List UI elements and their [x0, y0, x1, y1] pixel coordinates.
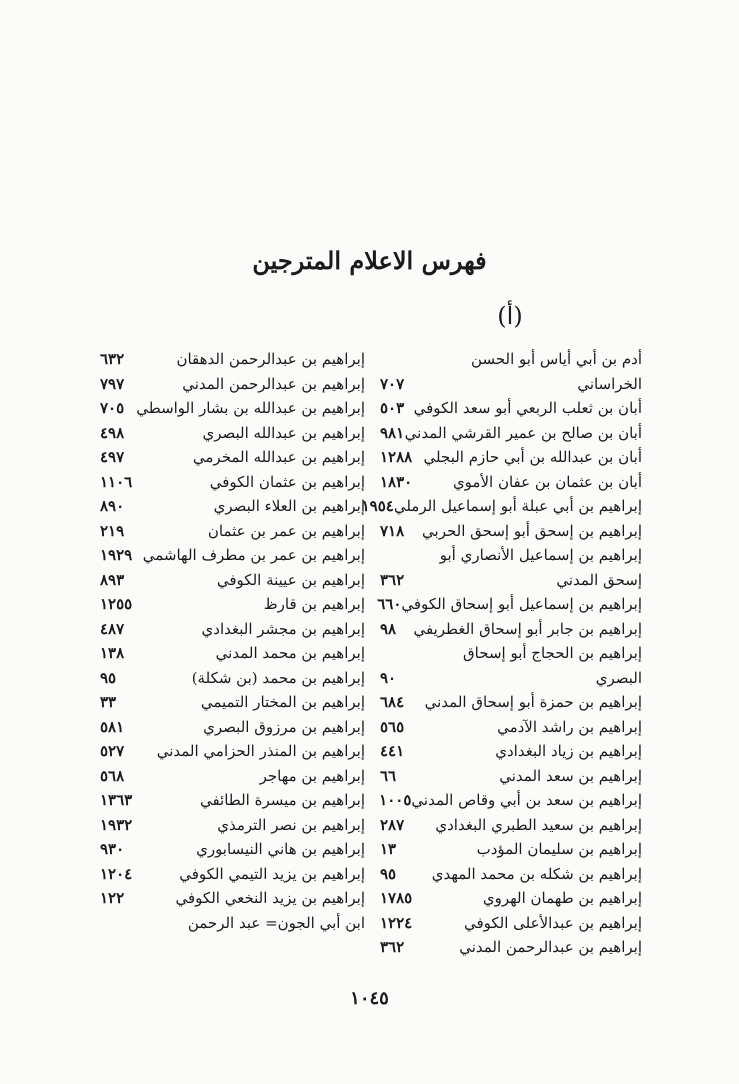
- index-entry: [100, 571, 365, 596]
- index-entry: [380, 914, 642, 939]
- page-number: ١٠٤٥: [350, 988, 389, 1009]
- entry-number: ٩٥: [100, 668, 117, 687]
- entry-name: إبراهيم بن المنذر الحزامي المدني: [156, 742, 365, 760]
- entry-number: ٩٣٠: [100, 840, 125, 858]
- entry-number: ١٢٥٥: [100, 595, 133, 613]
- entry-name: إبراهيم بن طهمان الهروي: [482, 889, 642, 907]
- entry-name: إبراهيم بن محمد المدني: [215, 644, 365, 662]
- entry-number: ٩٥: [380, 864, 397, 883]
- index-entry: [100, 595, 365, 620]
- entry-number: ٣٦٢: [380, 938, 405, 956]
- entry-name: إبراهيم بن حمزة أبو إسحاق المدني: [424, 693, 642, 711]
- index-entry: [380, 399, 642, 424]
- entry-name: إبراهيم بن جابر أبو إسحاق الغطريفي: [413, 619, 642, 638]
- entry-name: إبراهيم بن قارظ: [263, 595, 365, 613]
- index-entry: [380, 742, 642, 767]
- index-entry: [380, 424, 642, 449]
- index-entry: [380, 791, 642, 816]
- entry-number: ٧٠٧: [380, 374, 405, 393]
- entry-name: إبراهيم بن عبدالله المخرمي: [192, 448, 365, 466]
- entry-number: ٢١٩: [100, 521, 125, 540]
- index-entry: [380, 840, 642, 865]
- index-entry: [100, 546, 365, 571]
- entry-number: ٥٨١: [100, 717, 125, 736]
- index-entry: [100, 620, 365, 645]
- entry-name: أدم بن أبي أياس أبو الحسن: [471, 350, 642, 368]
- index-entry: [100, 350, 365, 375]
- entry-name: إبراهيم بن يزيد النخعي الكوفي: [175, 889, 365, 907]
- entry-number: ٣٦٢: [380, 570, 405, 589]
- entry-name: إبراهيم بن عبدالرحمن المدني: [459, 938, 642, 956]
- entry-name: أبان بن ثعلب الربعي أبو سعد الكوفي: [413, 399, 642, 417]
- entry-number: ٧٩٧: [100, 374, 125, 393]
- index-entry: [100, 791, 365, 816]
- index-entry: [380, 767, 642, 792]
- index-entry: [380, 865, 642, 890]
- index-entry: [100, 840, 365, 865]
- entry-number: ٥٦٨: [100, 766, 125, 785]
- entry-name: إبراهيم بن إسماعيل أبو إسحاق الكوفي: [401, 595, 642, 613]
- entry-name: الخراساني: [577, 374, 642, 393]
- entry-name: إبراهيم بن عمر بن مطرف الهاشمي: [142, 546, 365, 564]
- entry-number: ١٣: [380, 840, 397, 858]
- left-index-column: [100, 350, 365, 938]
- index-entry: [100, 889, 365, 914]
- entry-name: إبراهيم بن ميسرة الطائفي: [199, 791, 365, 809]
- index-entry: [380, 718, 642, 743]
- entry-name: إبراهيم بن إسحق أبو إسحق الحربي: [422, 521, 642, 540]
- index-entry: [380, 889, 642, 914]
- entry-name: البصري: [595, 668, 642, 687]
- index-entry: [100, 669, 365, 694]
- entry-name: إبراهيم بن راشد الآدمي: [497, 717, 642, 736]
- entry-name: إبراهيم بن هاني النيسابوري: [196, 840, 365, 858]
- index-entry: [380, 816, 642, 841]
- entry-number: ١٠٠٥: [379, 791, 412, 809]
- entry-number: ٧١٨: [380, 521, 405, 540]
- entry-number: ١٣٦٣: [100, 791, 133, 809]
- index-entry: [100, 399, 365, 424]
- index-entry: [100, 914, 365, 939]
- index-entry: [380, 620, 642, 645]
- index-entry: [380, 938, 642, 963]
- entry-number: ١٢٢٤: [380, 913, 413, 932]
- index-entry: [380, 571, 642, 596]
- entry-number: ٨٩٠: [100, 497, 125, 515]
- entry-number: ٥٦٥: [380, 717, 405, 736]
- index-entry: [100, 424, 365, 449]
- entry-number: ١٣٨: [100, 644, 125, 662]
- index-entry: [380, 448, 642, 473]
- index-entry: [100, 865, 365, 890]
- index-entry: [100, 816, 365, 841]
- entry-number: ٢٨٧: [380, 815, 405, 834]
- index-entry: [100, 473, 365, 498]
- entry-number: ٦٦٠: [377, 595, 402, 613]
- entry-name: إبراهيم بن عبدالرحمن المدني: [182, 374, 365, 393]
- entry-name: إبراهيم بن مرزوق البصري: [203, 717, 365, 736]
- entry-name: إبراهيم بن العلاء البصري: [213, 497, 365, 515]
- entry-number: ٤٩٧: [100, 448, 125, 466]
- entry-number: ١١٠٦: [100, 472, 133, 491]
- entry-name: أبان بن صالح بن عمير القرشي المدني: [404, 423, 642, 442]
- entry-number: ٤٨٧: [100, 619, 125, 638]
- section-letter: (أ): [497, 302, 523, 330]
- entry-name: إسحق المدني: [556, 570, 642, 589]
- index-entry: [380, 350, 642, 375]
- entry-name: إبراهيم بن سليمان المؤدب: [476, 840, 642, 858]
- index-entry: [380, 693, 642, 718]
- entry-name: إبراهيم بن أبي عبلة أبو إسماعيل الرملي: [393, 497, 642, 515]
- right-index-column: [361, 350, 642, 963]
- entry-number: ١٢٠٤: [100, 864, 133, 883]
- entry-number: ١٩٥٤: [361, 497, 394, 515]
- entry-number: ٥٢٧: [100, 742, 125, 760]
- entry-name: إبراهيم بن عمر بن عثمان: [207, 521, 365, 540]
- entry-number: ٤٤١: [380, 742, 405, 760]
- entry-number: ١٧٨٥: [380, 889, 413, 907]
- index-entry: [380, 375, 642, 400]
- entry-number: ٩٨١: [380, 423, 405, 442]
- entry-name: إبراهيم بن يزيد التيمي الكوفي: [179, 864, 365, 883]
- entry-number: ١٩٢٩: [100, 546, 133, 564]
- entry-name: أبان بن عثمان بن عفان الأموي: [452, 472, 642, 491]
- index-entry: [100, 767, 365, 792]
- entry-name: إبراهيم بن سعد المدني: [499, 766, 642, 785]
- entry-name: إبراهيم بن مهاجر: [259, 766, 365, 785]
- entry-number: ٣٣: [100, 693, 117, 711]
- entry-name: إبراهيم بن إسماعيل الأنصاري أبو: [439, 546, 642, 564]
- entry-name: إبراهيم بن عبدالأعلى الكوفي: [463, 913, 642, 932]
- entry-number: ١٩٣٢: [100, 815, 133, 834]
- index-entry: [380, 473, 642, 498]
- entry-name: إبراهيم بن شكله بن محمد المهدي: [431, 864, 642, 883]
- entry-name: إبراهيم بن نصر الترمذي: [217, 815, 365, 834]
- index-entry: [100, 742, 365, 767]
- index-entry: [361, 497, 642, 522]
- index-entry: [380, 644, 642, 669]
- entry-name: إبراهيم بن عبدالله بن بشار الواسطي: [136, 399, 365, 417]
- entry-number: ٥٠٣: [380, 399, 405, 417]
- entry-name: إبراهيم بن محمد (بن شكلة): [191, 668, 365, 687]
- index-entry: [377, 595, 642, 620]
- index-entry: [100, 718, 365, 743]
- index-entry: [380, 522, 642, 547]
- entry-name: إبراهيم بن عثمان الكوفي: [209, 472, 365, 491]
- index-entry: [100, 522, 365, 547]
- entry-name: إبراهيم بن مجشر البغدادي: [201, 619, 365, 638]
- index-entry: [100, 375, 365, 400]
- entry-name: إبراهيم بن عبدالرحمن الدهقان: [176, 350, 365, 368]
- entry-number: ١٢٨٨: [380, 448, 413, 466]
- entry-number: ٦٦: [380, 766, 397, 785]
- entry-number: ٩٠: [380, 668, 397, 687]
- entry-number: ٤٩٨: [100, 423, 125, 442]
- entry-number: ١٢٢: [100, 889, 125, 907]
- entry-name: إبراهيم بن سعيد الطبري البغدادي: [435, 815, 642, 834]
- index-entry: [100, 497, 365, 522]
- index-entry: [100, 693, 365, 718]
- entry-name: إبراهيم بن سعد بن أبي وقاص المدني: [411, 791, 642, 809]
- entry-number: ٩٨: [380, 619, 397, 638]
- entry-name: إبراهيم بن زياد البغدادي: [495, 742, 642, 760]
- entry-number: ٧٠٥: [100, 399, 125, 417]
- entry-name: إبراهيم بن المختار التميمي: [200, 693, 365, 711]
- index-entry: [380, 546, 642, 571]
- entry-name: إبراهيم بن عبدالله البصري: [202, 423, 365, 442]
- entry-number: ٦٨٤: [380, 693, 405, 711]
- entry-number: ١٨٣٠: [380, 472, 413, 491]
- index-entry: [100, 448, 365, 473]
- entry-name: أبان بن عبدالله بن أبي حازم البجلي: [423, 448, 642, 466]
- entry-name: إبراهيم بن الحجاج أبو إسحاق: [463, 644, 642, 662]
- entry-number: ٨٩٣: [100, 570, 125, 589]
- index-entry: [100, 644, 365, 669]
- index-entry: [380, 669, 642, 694]
- page-title: فهرس الاعلام المترجين: [252, 246, 487, 275]
- entry-name: إبراهيم بن عيينة الكوفي: [216, 570, 365, 589]
- entry-name: ابن أبي الجون= عبد الرحمن: [187, 913, 365, 932]
- entry-number: ٦٣٢: [100, 350, 125, 368]
